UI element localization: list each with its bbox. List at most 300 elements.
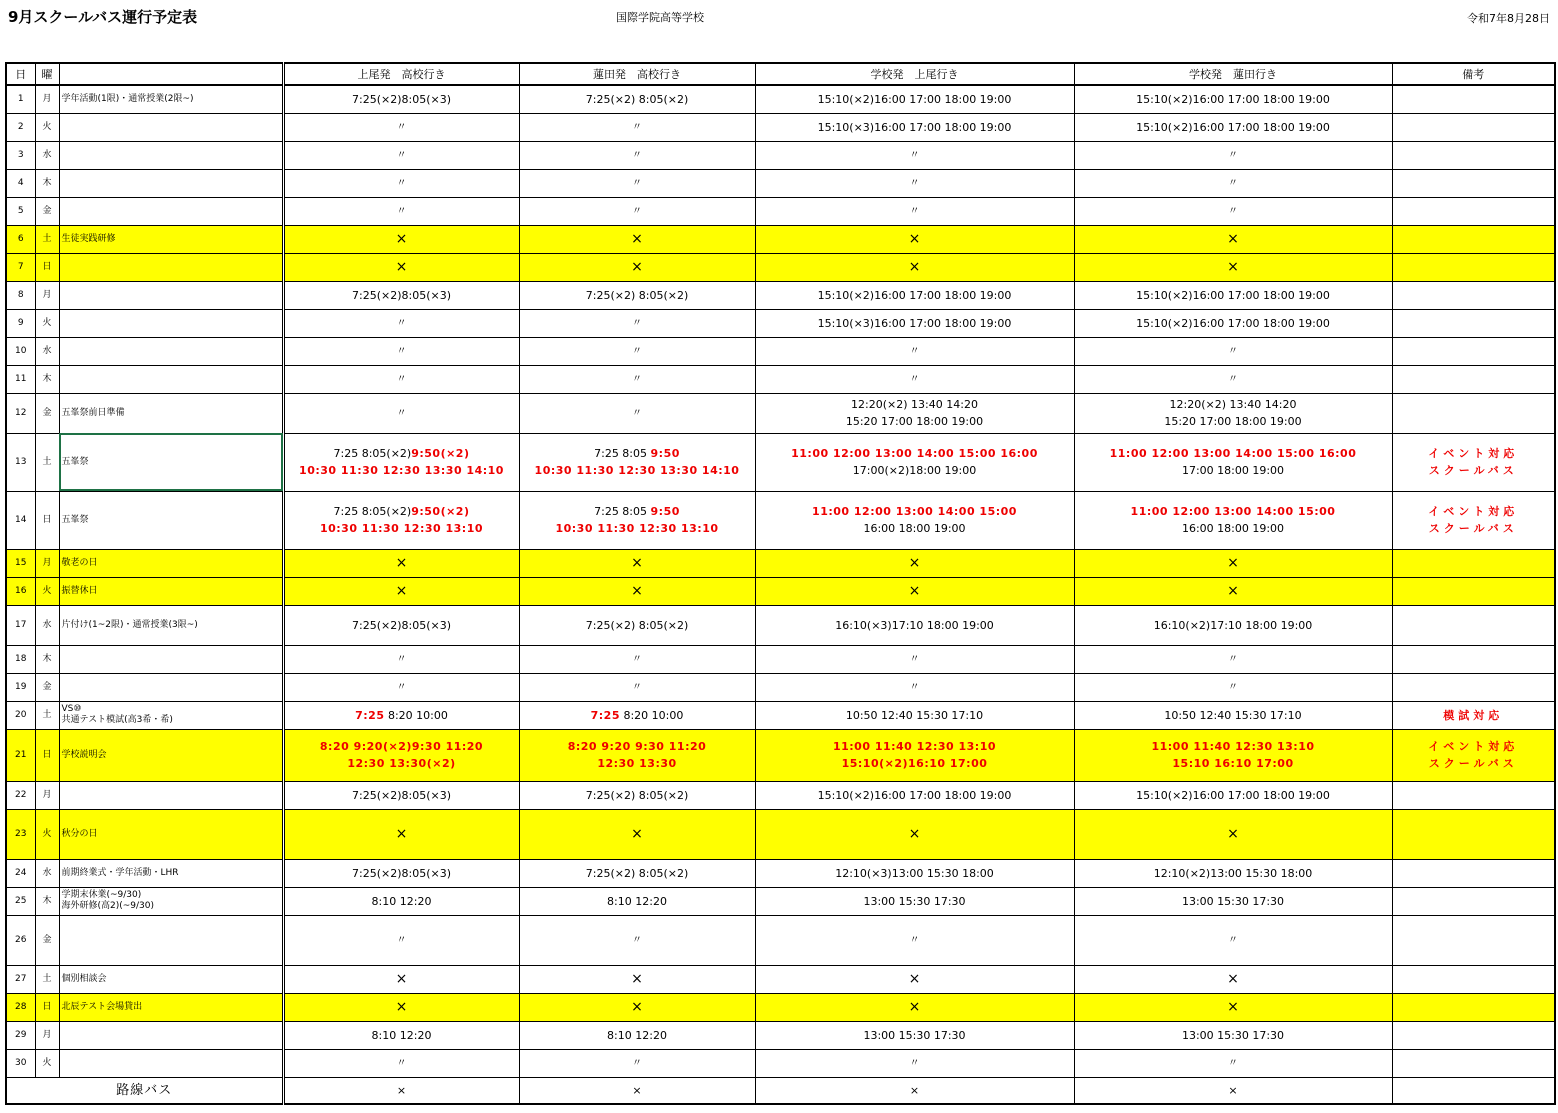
weekday-cell[interactable]: 木	[35, 887, 59, 915]
ditto-mark: 〃	[632, 654, 642, 665]
schedule-cell-route2[interactable]	[519, 859, 755, 887]
weekday-cell[interactable]: 金	[35, 197, 59, 225]
schedule-cell-route3[interactable]	[755, 887, 1074, 915]
weekday-cell[interactable]: 木	[35, 645, 59, 673]
day-cell[interactable]: 24	[6, 859, 35, 887]
schedule-cell-route3[interactable]	[755, 809, 1074, 859]
time-segment: 16:00 18:00 19:00	[1181, 522, 1285, 535]
col-header-route3[interactable]: 学校発 上尾行き	[755, 63, 1074, 85]
ditto-mark: 〃	[1228, 935, 1238, 946]
ditto-mark: 〃	[1228, 206, 1238, 217]
day-cell[interactable]: 15	[6, 549, 35, 577]
weekday-cell[interactable]: 水	[35, 605, 59, 645]
schedule-cell-route2[interactable]	[519, 197, 755, 225]
event-cell[interactable]	[59, 197, 283, 225]
schedule-cell-route4[interactable]	[1074, 781, 1392, 809]
notes-cell[interactable]	[1392, 1021, 1555, 1049]
schedule-cell-route1[interactable]	[283, 1049, 519, 1077]
day-cell[interactable]: 4	[6, 169, 35, 197]
notes-cell[interactable]	[1392, 645, 1555, 673]
schedule-cell-route1[interactable]	[283, 365, 519, 393]
schedule-cell-route2[interactable]	[519, 1049, 755, 1077]
event-cell[interactable]	[59, 993, 283, 1021]
time-segment: 17:00 18:00 19:00	[1181, 464, 1285, 477]
no-service-mark: ×	[631, 230, 643, 247]
time-text: 7:25(×2) 8:05(×2)	[585, 92, 689, 106]
schedule-cell-route4[interactable]	[1074, 281, 1392, 309]
schedule-cell-route1[interactable]	[283, 645, 519, 673]
schedule-cell-route2[interactable]	[519, 645, 755, 673]
table-row	[6, 673, 1555, 701]
schedule-cell-route3[interactable]	[755, 85, 1074, 113]
schedule-cell-route1[interactable]	[283, 393, 519, 433]
weekday-cell[interactable]: 日	[35, 729, 59, 781]
time-text: 8:10 12:20	[607, 894, 667, 908]
schedule-cell-route2[interactable]	[519, 225, 755, 253]
schedule-cell-route4[interactable]	[1074, 577, 1392, 605]
notes-cell[interactable]	[1392, 113, 1555, 141]
schedule-cell-route1[interactable]	[283, 605, 519, 645]
weekday-cell[interactable]: 金	[35, 393, 59, 433]
weekday-cell[interactable]: 土	[35, 433, 59, 491]
schedule-cell-route4[interactable]	[1074, 433, 1392, 491]
event-cell[interactable]	[59, 169, 283, 197]
weekday-cell[interactable]: 木	[35, 365, 59, 393]
schedule-cell-route2[interactable]	[519, 491, 755, 549]
route-bus-label[interactable]: 路線バス	[6, 1077, 283, 1104]
spreadsheet-grid[interactable]	[0, 40, 1558, 1113]
ditto-mark: 〃	[1228, 346, 1238, 357]
schedule-cell-route3[interactable]	[755, 253, 1074, 281]
schedule-cell-route3[interactable]	[755, 673, 1074, 701]
weekday-cell[interactable]: 土	[35, 701, 59, 729]
schedule-cell-route4[interactable]	[1074, 225, 1392, 253]
schedule-cell-route2[interactable]	[519, 549, 755, 577]
notes-cell[interactable]	[1392, 491, 1555, 549]
notes-cell[interactable]	[1392, 729, 1555, 781]
schedule-cell-route1[interactable]	[283, 887, 519, 915]
weekday-cell[interactable]: 月	[35, 1021, 59, 1049]
event-cell[interactable]	[59, 887, 283, 915]
notes-cell[interactable]	[1392, 393, 1555, 433]
schedule-cell-route2[interactable]	[519, 993, 755, 1021]
day-cell[interactable]: 16	[6, 577, 35, 605]
schedule-cell-route1[interactable]	[283, 729, 519, 781]
col-header-day[interactable]: 日	[6, 63, 35, 85]
schedule-cell-route1[interactable]	[283, 85, 519, 113]
weekday-cell[interactable]: 日	[35, 993, 59, 1021]
event-cell[interactable]	[59, 253, 283, 281]
schedule-cell-route3[interactable]	[755, 645, 1074, 673]
weekday-cell[interactable]: 水	[35, 859, 59, 887]
day-cell[interactable]: 3	[6, 141, 35, 169]
schedule-cell-route1[interactable]	[283, 309, 519, 337]
schedule-cell-route3[interactable]	[755, 113, 1074, 141]
schedule-cell-route4[interactable]	[1074, 393, 1392, 433]
day-cell[interactable]: 13	[6, 433, 35, 491]
schedule-cell-route4[interactable]	[1074, 673, 1392, 701]
schedule-cell-route3[interactable]	[755, 281, 1074, 309]
notes-cell[interactable]	[1392, 225, 1555, 253]
weekday-cell[interactable]: 火	[35, 809, 59, 859]
weekday-cell[interactable]: 月	[35, 281, 59, 309]
schedule-cell-route1[interactable]	[283, 673, 519, 701]
event-cell[interactable]	[59, 781, 283, 809]
schedule-cell-route4[interactable]	[1074, 169, 1392, 197]
schedule-cell-route1[interactable]	[283, 965, 519, 993]
no-service-mark: ×	[1227, 258, 1239, 275]
time-text: 16:10(×2)17:10 18:00 19:00	[1153, 618, 1313, 632]
route-bus-c4[interactable]: ×	[1074, 1077, 1392, 1104]
sheet-header	[0, 0, 1558, 40]
day-cell[interactable]: 12	[6, 393, 35, 433]
event-cell[interactable]	[59, 915, 283, 965]
notes-cell[interactable]	[1392, 309, 1555, 337]
event-cell[interactable]	[59, 729, 283, 781]
schedule-cell-route4[interactable]	[1074, 1049, 1392, 1077]
event-cell[interactable]	[59, 491, 283, 549]
ditto-mark: 〃	[909, 682, 920, 693]
event-cell[interactable]	[59, 1049, 283, 1077]
event-text: 海外研修(高2)(~9/30)	[61, 901, 155, 911]
event-cell[interactable]	[59, 281, 283, 309]
schedule-cell-route1[interactable]	[283, 141, 519, 169]
event-cell[interactable]	[59, 809, 283, 859]
time-text: 15:10(×2)16:00 17:00 18:00 19:00	[1136, 120, 1330, 134]
day-cell[interactable]: 29	[6, 1021, 35, 1049]
day-cell[interactable]: 19	[6, 673, 35, 701]
event-cell[interactable]	[59, 433, 283, 491]
time-segment: 7:25 8:05(×2)	[333, 447, 412, 460]
schedule-cell-route4[interactable]	[1074, 887, 1392, 915]
day-cell[interactable]: 11	[6, 365, 35, 393]
schedule-cell-route2[interactable]	[519, 309, 755, 337]
weekday-cell[interactable]: 火	[35, 309, 59, 337]
schedule-cell-route1[interactable]	[283, 225, 519, 253]
time-text: 15:10(×2)16:00 17:00 18:00 19:00	[817, 288, 1012, 302]
schedule-cell-route4[interactable]	[1074, 605, 1392, 645]
schedule-cell-route4[interactable]	[1074, 491, 1392, 549]
notes-cell[interactable]	[1392, 141, 1555, 169]
event-cell[interactable]	[59, 365, 283, 393]
schedule-cell-route2[interactable]	[519, 433, 755, 491]
schedule-cell-route4[interactable]	[1074, 309, 1392, 337]
schedule-cell-route2[interactable]	[519, 577, 755, 605]
notes-cell[interactable]	[1392, 701, 1555, 729]
route-bus-c3[interactable]: ×	[755, 1077, 1074, 1104]
weekday-cell[interactable]: 金	[35, 673, 59, 701]
weekday-cell[interactable]: 木	[35, 169, 59, 197]
page-title: 9月スクールバス運行予定表	[8, 8, 198, 26]
event-text: 学校説明会	[61, 749, 107, 760]
schedule-cell-route1[interactable]	[283, 113, 519, 141]
day-cell[interactable]: 21	[6, 729, 35, 781]
event-cell[interactable]	[59, 225, 283, 253]
schedule-cell-route4[interactable]	[1074, 253, 1392, 281]
event-cell[interactable]	[59, 859, 283, 887]
col-header-dow[interactable]: 曜	[35, 63, 59, 85]
schedule-cell-route3[interactable]	[755, 915, 1074, 965]
col-header-route4[interactable]: 学校発 蓮田行き	[1074, 63, 1392, 85]
schedule-cell-route3[interactable]	[755, 491, 1074, 549]
schedule-cell-route2[interactable]	[519, 393, 755, 433]
schedule-cell-route1[interactable]	[283, 433, 519, 491]
schedule-cell-route4[interactable]	[1074, 645, 1392, 673]
day-cell[interactable]: 17	[6, 605, 35, 645]
day-cell[interactable]: 10	[6, 337, 35, 365]
schedule-cell-route1[interactable]	[283, 701, 519, 729]
no-service-mark: ×	[1227, 970, 1239, 987]
notes-cell[interactable]	[1392, 809, 1555, 859]
ditto-mark: 〃	[1228, 1058, 1238, 1069]
table-row	[6, 225, 1555, 253]
day-cell[interactable]: 18	[6, 645, 35, 673]
day-cell[interactable]: 6	[6, 225, 35, 253]
weekday-cell[interactable]: 日	[35, 491, 59, 549]
route-bus-c2[interactable]: ×	[519, 1077, 755, 1104]
event-cell[interactable]	[59, 337, 283, 365]
schedule-cell-route3[interactable]	[755, 965, 1074, 993]
schedule-cell-route4[interactable]	[1074, 993, 1392, 1021]
notes-cell[interactable]	[1392, 433, 1555, 491]
day-cell[interactable]: 25	[6, 887, 35, 915]
schedule-cell-route3[interactable]	[755, 701, 1074, 729]
schedule-cell-route4[interactable]	[1074, 701, 1392, 729]
day-cell[interactable]: 5	[6, 197, 35, 225]
no-service-mark: ×	[631, 554, 643, 571]
notes-cell[interactable]	[1392, 577, 1555, 605]
ditto-mark: 〃	[909, 346, 920, 357]
schedule-cell-route2[interactable]	[519, 141, 755, 169]
route-bus-note[interactable]	[1392, 1077, 1555, 1104]
notes-cell[interactable]	[1392, 993, 1555, 1021]
col-header-event[interactable]	[59, 63, 283, 85]
time-segment: 7:25 8:05	[594, 505, 651, 518]
notes-cell[interactable]	[1392, 1049, 1555, 1077]
schedule-cell-route1[interactable]	[283, 337, 519, 365]
table-row	[6, 645, 1555, 673]
schedule-cell-route2[interactable]	[519, 337, 755, 365]
table-row	[6, 365, 1555, 393]
schedule-cell-route4[interactable]	[1074, 197, 1392, 225]
notes-cell[interactable]	[1392, 85, 1555, 113]
day-cell[interactable]: 8	[6, 281, 35, 309]
schedule-cell-route3[interactable]	[755, 1021, 1074, 1049]
schedule-cell-route3[interactable]	[755, 993, 1074, 1021]
notes-cell[interactable]	[1392, 605, 1555, 645]
weekday-cell[interactable]: 火	[35, 113, 59, 141]
schedule-cell-route1[interactable]	[283, 915, 519, 965]
day-cell[interactable]: 26	[6, 915, 35, 965]
schedule-cell-route3[interactable]	[755, 729, 1074, 781]
weekday-cell[interactable]: 土	[35, 225, 59, 253]
schedule-cell-route4[interactable]	[1074, 141, 1392, 169]
schedule-cell-route1[interactable]	[283, 993, 519, 1021]
schedule-cell-route4[interactable]	[1074, 965, 1392, 993]
schedule-cell-route4[interactable]	[1074, 809, 1392, 859]
notes-cell[interactable]	[1392, 365, 1555, 393]
time-text: 7:25(×2)8:05(×3)	[352, 288, 451, 302]
day-cell[interactable]: 20	[6, 701, 35, 729]
notes-cell[interactable]	[1392, 337, 1555, 365]
schedule-cell-route1[interactable]	[283, 1021, 519, 1049]
event-cell[interactable]	[59, 577, 283, 605]
schedule-cell-route1[interactable]	[283, 809, 519, 859]
notes-cell[interactable]	[1392, 859, 1555, 887]
schedule-cell-route2[interactable]	[519, 701, 755, 729]
day-cell[interactable]: 27	[6, 965, 35, 993]
notes-cell[interactable]	[1392, 673, 1555, 701]
schedule-cell-route2[interactable]	[519, 809, 755, 859]
event-cell[interactable]	[59, 645, 283, 673]
time-segment: 7:25 8:05(×2)	[333, 505, 412, 518]
schedule-cell-route3[interactable]	[755, 225, 1074, 253]
schedule-cell-route1[interactable]	[283, 281, 519, 309]
schedule-cell-route3[interactable]	[755, 605, 1074, 645]
weekday-cell[interactable]: 土	[35, 965, 59, 993]
event-cell[interactable]	[59, 701, 283, 729]
schedule-cell-route4[interactable]	[1074, 85, 1392, 113]
event-cell[interactable]	[59, 113, 283, 141]
route-bus-c1[interactable]: ×	[283, 1077, 519, 1104]
day-cell[interactable]: 30	[6, 1049, 35, 1077]
no-service-mark: ×	[1227, 582, 1239, 599]
schedule-cell-route3[interactable]	[755, 433, 1074, 491]
schedule-cell-route3[interactable]	[755, 141, 1074, 169]
weekday-cell[interactable]: 水	[35, 337, 59, 365]
day-cell[interactable]: 14	[6, 491, 35, 549]
time-text: 12:20(×2) 13:40 14:20	[851, 398, 978, 411]
time-text: 7:25(×2)8:05(×3)	[352, 92, 451, 106]
schedule-cell-route1[interactable]	[283, 253, 519, 281]
schedule-cell-route1[interactable]	[283, 549, 519, 577]
notes-cell[interactable]	[1392, 965, 1555, 993]
schedule-cell-route4[interactable]	[1074, 729, 1392, 781]
weekday-cell[interactable]: 火	[35, 577, 59, 605]
col-header-notes[interactable]: 備考	[1392, 63, 1555, 85]
schedule-cell-route3[interactable]	[755, 549, 1074, 577]
weekday-cell[interactable]: 金	[35, 915, 59, 965]
schedule-cell-route3[interactable]	[755, 393, 1074, 433]
notes-cell[interactable]	[1392, 549, 1555, 577]
day-cell[interactable]: 7	[6, 253, 35, 281]
event-cell[interactable]	[59, 605, 283, 645]
schedule-cell-route3[interactable]	[755, 309, 1074, 337]
ditto-mark: 〃	[909, 374, 920, 385]
time-segment: 10:30 11:30 12:30 13:30 14:10	[299, 464, 504, 477]
notes-cell[interactable]	[1392, 253, 1555, 281]
schedule-cell-route4[interactable]	[1074, 915, 1392, 965]
col-header-route1[interactable]: 上尾発 高校行き	[283, 63, 519, 85]
notes-cell[interactable]	[1392, 915, 1555, 965]
weekday-cell[interactable]: 日	[35, 253, 59, 281]
event-cell[interactable]	[59, 393, 283, 433]
event-cell[interactable]	[59, 965, 283, 993]
schedule-cell-route3[interactable]	[755, 781, 1074, 809]
schedule-cell-route2[interactable]	[519, 965, 755, 993]
schedule-cell-route3[interactable]	[755, 337, 1074, 365]
schedule-cell-route2[interactable]	[519, 887, 755, 915]
event-cell[interactable]	[59, 673, 283, 701]
day-cell[interactable]: 28	[6, 993, 35, 1021]
schedule-cell-route1[interactable]	[283, 859, 519, 887]
schedule-cell-route4[interactable]	[1074, 1021, 1392, 1049]
weekday-cell[interactable]: 月	[35, 781, 59, 809]
event-cell[interactable]	[59, 549, 283, 577]
schedule-cell-route2[interactable]	[519, 253, 755, 281]
event-cell[interactable]	[59, 1021, 283, 1049]
schedule-cell-route4[interactable]	[1074, 549, 1392, 577]
schedule-cell-route2[interactable]	[519, 113, 755, 141]
schedule-cell-route2[interactable]	[519, 673, 755, 701]
schedule-cell-route3[interactable]	[755, 859, 1074, 887]
weekday-cell[interactable]: 月	[35, 85, 59, 113]
weekday-cell[interactable]: 月	[35, 549, 59, 577]
schedule-cell-route2[interactable]	[519, 915, 755, 965]
schedule-cell-route3[interactable]	[755, 169, 1074, 197]
schedule-cell-route3[interactable]	[755, 365, 1074, 393]
schedule-cell-route2[interactable]	[519, 169, 755, 197]
table-row	[6, 309, 1555, 337]
ditto-mark: 〃	[396, 935, 407, 946]
schedule-cell-route2[interactable]	[519, 85, 755, 113]
time-segment: 15:10 16:10 17:00	[1172, 757, 1294, 770]
event-cell[interactable]	[59, 141, 283, 169]
notes-cell[interactable]	[1392, 197, 1555, 225]
no-service-mark: ×	[1227, 230, 1239, 247]
ditto-mark: 〃	[909, 178, 920, 189]
notes-cell[interactable]	[1392, 781, 1555, 809]
schedule-cell-route2[interactable]	[519, 729, 755, 781]
weekday-cell[interactable]: 火	[35, 1049, 59, 1077]
notes-cell[interactable]	[1392, 169, 1555, 197]
event-cell[interactable]	[59, 309, 283, 337]
schedule-cell-route4[interactable]	[1074, 337, 1392, 365]
day-cell[interactable]: 1	[6, 85, 35, 113]
schedule-cell-route1[interactable]	[283, 491, 519, 549]
schedule-cell-route4[interactable]	[1074, 113, 1392, 141]
schedule-cell-route4[interactable]	[1074, 859, 1392, 887]
day-cell[interactable]: 2	[6, 113, 35, 141]
schedule-cell-route2[interactable]	[519, 365, 755, 393]
day-cell[interactable]: 9	[6, 309, 35, 337]
notes-cell[interactable]	[1392, 887, 1555, 915]
event-text: 学年活動(1限)・通常授業(2限~)	[61, 93, 194, 104]
day-cell[interactable]: 23	[6, 809, 35, 859]
schedule-cell-route2[interactable]	[519, 781, 755, 809]
col-header-route2[interactable]: 蓮田発 高校行き	[519, 63, 755, 85]
schedule-cell-route3[interactable]	[755, 577, 1074, 605]
notes-cell[interactable]	[1392, 281, 1555, 309]
schedule-cell-route4[interactable]	[1074, 365, 1392, 393]
schedule-cell-route2[interactable]	[519, 281, 755, 309]
event-cell[interactable]	[59, 85, 283, 113]
schedule-cell-route3[interactable]	[755, 1049, 1074, 1077]
schedule-cell-route3[interactable]	[755, 197, 1074, 225]
table-row	[6, 577, 1555, 605]
schedule-cell-route1[interactable]	[283, 577, 519, 605]
schedule-cell-route2[interactable]	[519, 1021, 755, 1049]
time-text: 13:00 15:30 17:30	[863, 1028, 966, 1042]
schedule-cell-route1[interactable]	[283, 781, 519, 809]
schedule-cell-route1[interactable]	[283, 169, 519, 197]
day-cell[interactable]: 22	[6, 781, 35, 809]
schedule-cell-route1[interactable]	[283, 197, 519, 225]
time-segment: 11:00 11:40 12:30 13:10	[1151, 740, 1315, 753]
weekday-cell[interactable]: 水	[35, 141, 59, 169]
time-text: 15:20 17:00 18:00 19:00	[1164, 415, 1302, 428]
schedule-cell-route2[interactable]	[519, 605, 755, 645]
